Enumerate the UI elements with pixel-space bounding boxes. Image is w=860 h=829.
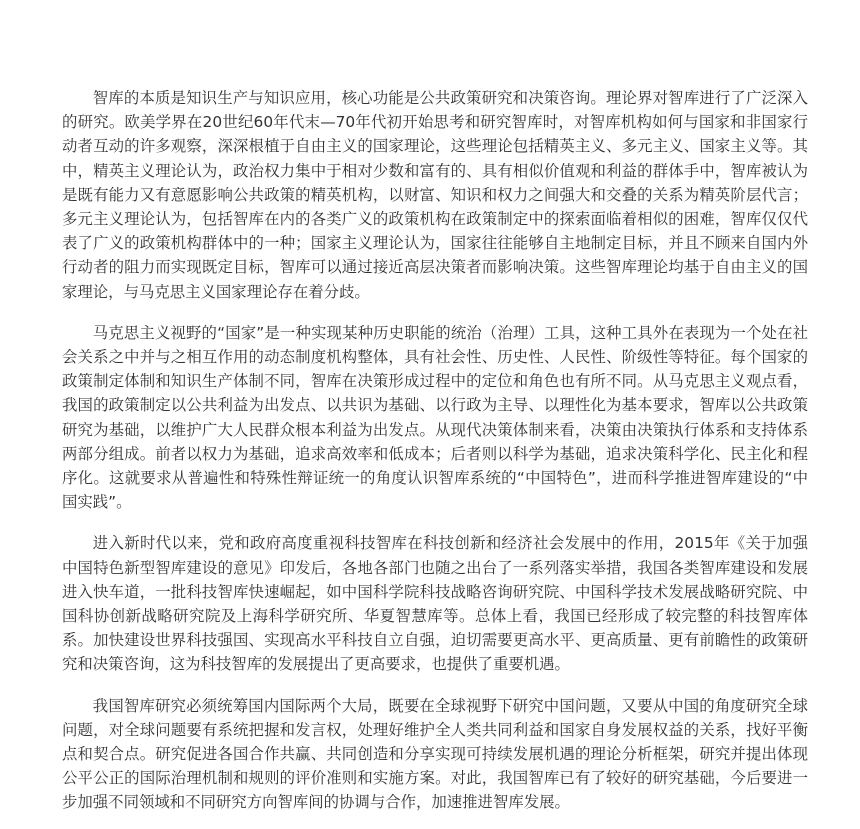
paragraph-think-tank-essence: 智库的本质是知识生产与知识应用，核心功能是公共政策研究和决策咨询。理论界对智库进行了广泛深入的研究。欧美学界在20世纪60年代末—70年代初开始思考和研究智库时，对智库机构如何与国家和非国家行动者互动的许多观察，深深根植于自由主义的国家理论，这些理论包括精英主义、多元主义、国家主义等。其中，精英主义理论认为，政治权力集中于相对少数和富有的、具有相似价值观和利益的群体手中，智库被认为是既有能力又有意愿影响公共政策的精英机构，以财富、知识和权力之间强大和交叠的关系为精英阶层代言；多元主义理论认为，包括智库在内的各类广义的政策机构在政策制定中的探索面临着相似的困难，智库仅仅代表了广义的政策机构群体中的一种；国家主义理论认为，国家往往能够自主地制定目标，并且不顾来自国内外行动者的阻力而实现既定目标，智库可以通过接近高层决策者而影响决策。这些智库理论均基于自由主义的国家理论，与马克思主义国家理论存在着分歧。: [62, 89, 808, 301]
article-body: [62, 86, 808, 815]
paragraph-marxist-state-view: 马克思主义视野的“国家”是一种实现某种历史职能的统治（治理）工具，这种工具外在表现为一个处在社会关系之中并与之相互作用的动态制度机构整体，具有社会性、历史性、人民性、阶级性等特征。每个国家的政策制定体制和知识生产体制不同，智库在决策形成过程中的定位和角色也有所不同。从马克思主义观点看，我国的政策制定以公共利益为出发点、以共识为基础、以行政为主导、以理性化为基本要求，智库以公共政策研究为基础，以维护广大人民群众根本利益为出发点。从现代决策体制来看，决策由决策执行体系和支持体系两部分组成。前者以权力为基础，追求高效率和低成本；后者则以科学为基础，追求决策科学化、民主化和程序化。这就要求从普遍性和特殊性辩证统一的角度认识智库系统的“中国特色”，进而科学推进智库建设的“中国实践”。: [62, 323, 808, 512]
paragraph-domestic-international-overview: 我国智库研究必须统筹国内国际两个大局，既要在全球视野下研究中国问题，又要从中国的角度研究全球问题，对全球问题要有系统把握和发言权，处理好维护全人类共同利益和国家自身发展权益的关系，找好平衡点和契合点。研究促进各国合作共赢、共同创造和分享实现可持续发展机遇的理论分析框架，研究并提出体现公平公正的国际治理机制和规则的评价准则和实施方案。对此，我国智库已有了较好的研究基础，今后要进一步加强不同领域和不同研究方向智库间的协调与合作，加速推进智库发展。: [62, 696, 808, 812]
paragraph-new-era-sci-tech-think-tanks: 进入新时代以来，党和政府高度重视科技智库在科技创新和经济社会发展中的作用，2015年《关于加强中国特色新型智库建设的意见》印发后，各地各部门也随之出台了一系列落实举措，我国各类智库建设和发展进入快车道，一批科技智库快速崛起，如中国科学院科技战略咨询研究院、中国科学技术发展战略研究院、中国科协创新战略研究院及上海科学研究所、华夏智慧库等。总体上看，我国已经形成了较完整的科技智库体系。加快建设世界科技强国、实现高水平科技自立自强，迫切需要更高水平、更高质量、更有前瞻性的政策研究和决策咨询，这为科技智库的发展提出了更高要求，也提供了重要机遇。: [62, 534, 808, 674]
